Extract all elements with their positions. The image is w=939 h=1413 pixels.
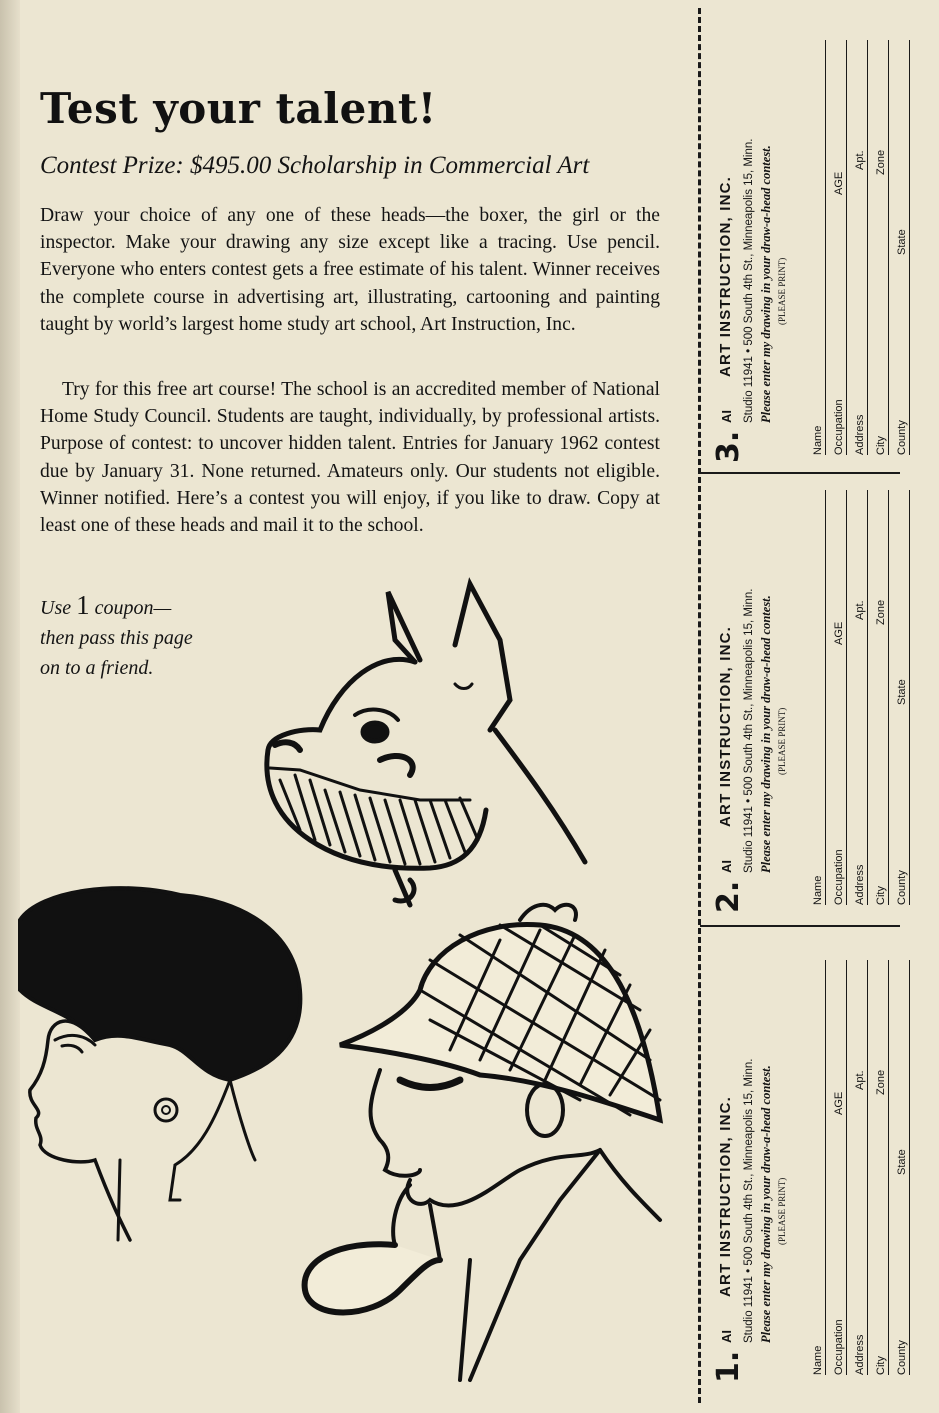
illustrations [0,560,690,1413]
city-field[interactable]: City Zone [868,40,889,455]
print-note: (PLEASE PRINT) [777,1177,787,1245]
coupon-1[interactable] [705,935,908,1385]
coupon-number: 1. [711,1350,746,1383]
company-name: ART INSTRUCTION, INC. [717,1095,734,1297]
coupon-number: 3. [711,430,746,463]
company-address: Studio 11941 • 500 South 4th St., Minneapolis 15, Minn. [743,1058,755,1343]
print-note: (PLEASE PRINT) [777,707,787,775]
address-field[interactable]: Address Apt. [847,490,868,905]
company-name: ART INSTRUCTION, INC. [717,625,734,827]
name-field[interactable]: Name [805,960,826,1375]
name-field[interactable]: Name [805,40,826,455]
girl-drawing [20,888,300,1240]
contest-paragraph-1: Draw your choice of any one of these heads—the boxer, the girl or the inspector. Make your drawing any size except like a tracing. Use pencil. Everyone who enters contest gets a free estimate of his talent. Winner receives the complete course in advertising art, illustrating, cartooning and painting taught by world’s largest home study art school, Art Instruction, Inc. [40,205,660,335]
company-address: Studio 11941 • 500 South 4th St., Minneapolis 15, Minn. [743,588,755,873]
ai-logo: AI [719,1330,734,1343]
city-field[interactable]: City Zone [868,960,889,1375]
company-address: Studio 11941 • 500 South 4th St., Minneapolis 15, Minn. [743,138,755,423]
coupon-cut-line [698,8,701,1403]
contest-paragraph-2: Try for this free art course! The school is an accredited member of National Home Study Council. Students are taught, individually, by professional artists. Purpose of contest: to uncover hidden talent. Entries for January 1962 contest due by January 31. None returned. Amateurs only. Our students not eligible. Winner notified. Here’s a contest you will enjoy, if you like to draw. Copy at least one of these heads and mail it to the school. [40,379,660,537]
coupon-number: 2. [711,880,746,913]
county-field[interactable]: County State [889,490,910,905]
ai-logo: AI [719,860,734,873]
coupon-fields[interactable] [805,40,910,455]
company-name: ART INSTRUCTION, INC. [717,175,734,377]
occupation-field[interactable]: Occupation AGE [826,40,847,455]
coupon-fields[interactable] [805,960,910,1375]
coupon-3[interactable] [705,15,908,465]
occupation-field[interactable]: Occupation AGE [826,490,847,905]
coupon-note: Use 1 coupon— then pass this page on to a friend. [40,590,193,679]
prize-line: Contest Prize: $495.00 Scholarship in Commercial Art [40,152,590,179]
entry-instruction: Please enter my drawing in your draw-a-head contest. [759,595,773,873]
headline: Test your talent! [40,84,437,133]
inspector-drawing [305,905,660,1380]
address-field[interactable]: Address Apt. [847,40,868,455]
ai-logo: AI [719,410,734,423]
occupation-field[interactable]: Occupation AGE [826,960,847,1375]
city-field[interactable]: City Zone [868,490,889,905]
coupon-separator [700,925,900,927]
boxer-dog-drawing [267,584,585,905]
entry-instruction: Please enter my drawing in your draw-a-head contest. [759,145,773,423]
address-field[interactable]: Address Apt. [847,960,868,1375]
name-field[interactable]: Name [805,490,826,905]
county-field[interactable]: County State [889,40,910,455]
coupon-2[interactable] [705,465,908,915]
coupon-fields[interactable] [805,490,910,905]
county-field[interactable]: County State [889,960,910,1375]
entry-instruction: Please enter my drawing in your draw-a-head contest. [759,1065,773,1343]
print-note: (PLEASE PRINT) [777,257,787,325]
